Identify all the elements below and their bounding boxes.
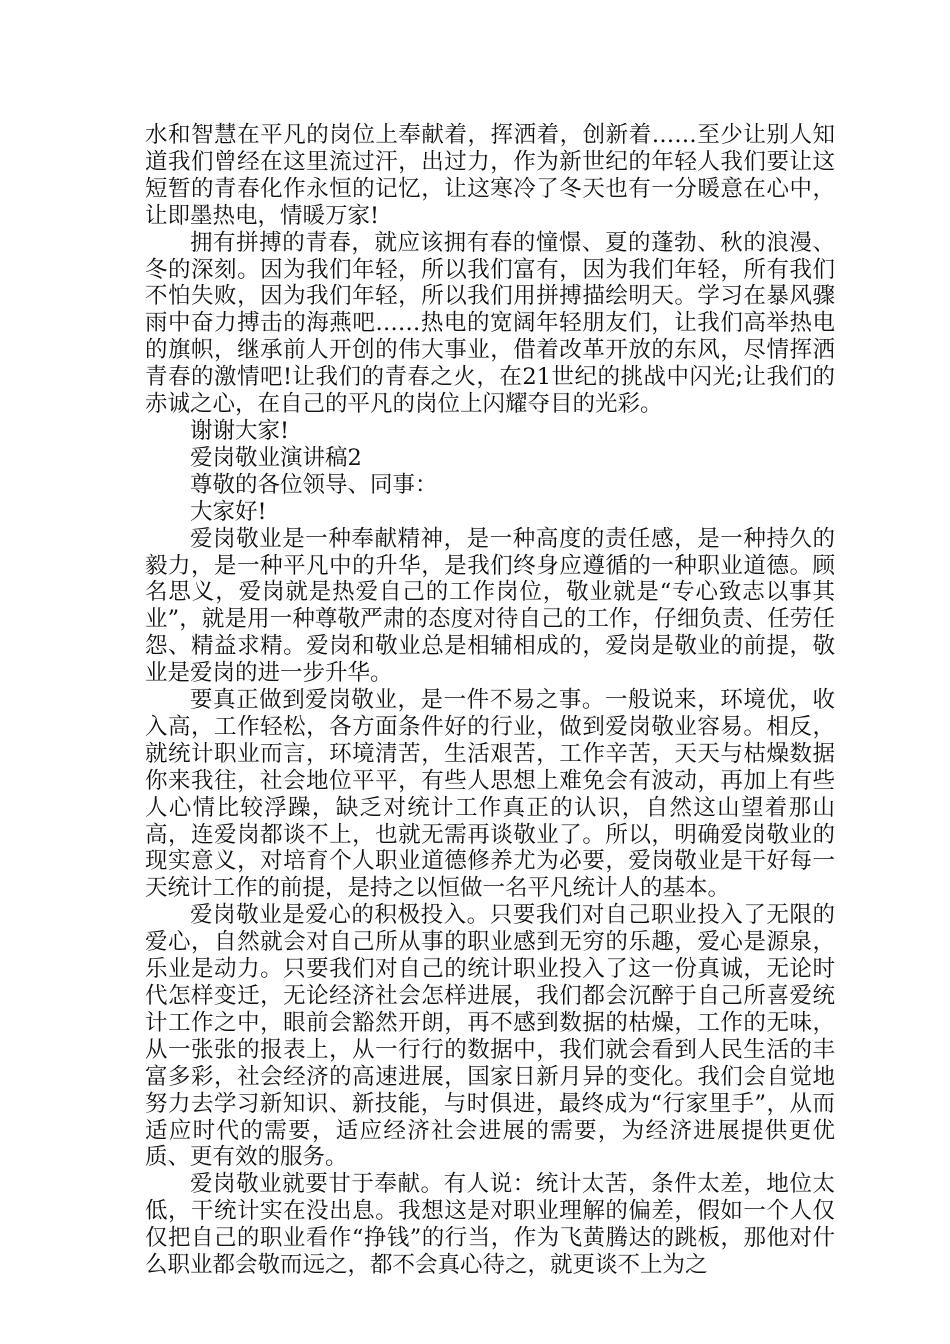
paragraph-7: 爱岗敬业是一种奉献精神，是一种高度的责任感，是一种持久的毅力，是一种平凡中的升华，是我们终身应遵循的一种职业道德。顾名思义，爱岗就是热爱自己的工作岗位，敬业就是“专心致志以事其业”，就是用一种尊敬严肃的态度对待自己的工作，仔细负责、任劳任怨、精益求精。爱岗和敬业总是相辅相成的，爱岗是敬业的前提，敬业是爱岗的进一步升华。	[145, 525, 835, 687]
salutation: 尊敬的各位领导、同事：	[190, 471, 438, 498]
paragraph-1: 水和智慧在平凡的岗位上奉献着，挥洒着，创新着……至少让别人知道我们曾经在这里流过汗，出过力，作为新世纪的年轻人我们要让这短暂的青春化作永恒的记忆，让这寒冷了冬天也有一分暖意在心中，让即墨热电，情暖万家!	[145, 122, 835, 229]
paragraph-8: 要真正做到爱岗敬业，是一件不易之事。一般说来，环境优，收入高，工作轻松，各方面条件好的行业，做到爱岗敬业容易。相反，就统计职业而言，环境清苦，生活艰苦，工作辛苦，天天与枯燥数据你来我往，社会地位平平，有些人思想上难免会有波动，再加上有些人心情比较浮躁，缺乏对统计工作真正的认识，自然这山望着那山高，连爱岗都谈不上，也就无需再谈敬业了。所以，明确爱岗敬业的现实意义，对培育个人职业道德修养尤为必要，爱岗敬业是干好每一天统计工作的前提，是持之以恒做一名平凡统计人的基本。	[145, 687, 835, 902]
section-title: 爱岗敬业演讲稿2	[190, 444, 362, 471]
paragraph-10: 爱岗敬业就要甘于奉献。有人说：统计太苦，条件太差，地位太低，干统计实在没出息。我想这是对职业理解的偏差，假如一个人仅仅把自己的职业看作“挣钱”的行当，作为飞黄腾达的跳板，那他对什么职业都会敬而远之，都不会真心待之，就更谈不上为之	[145, 1171, 835, 1279]
paragraph-2: 拥有拼搏的青春，就应该拥有春的憧憬、夏的蓬勃、秋的浪漫、冬的深刻。因为我们年轻，所以我们富有，因为我们年轻，所有我们不怕失败，因为我们年轻，所以我们用拼搏描绘明天。学习在暴风骤雨中奋力搏击的海燕吧……热电的宽阔年轻朋友们，让我们高举热电的旗帜，继承前人开创的伟大事业，借着改革开放的东风，尽情挥洒青春的激情吧!让我们的青春之火，在21世纪的挑战中闪光;让我们的赤诚之心，在自己的平凡的岗位上闪耀夺目的光彩。	[145, 229, 835, 418]
paragraph-9: 爱岗敬业是爱心的积极投入。只要我们对自己职业投入了无限的爱心，自然就会对自己所从事的职业感到无穷的乐趣，爱心是源泉，乐业是动力。只要我们对自己的统计职业投入了这一份真诚，无论时代怎样变迁，无论经济社会怎样进展，我们都会沉醉于自己所喜爱统计工作之中，眼前会豁然开朗，再不感到数据的枯燥，工作的无味，从一张张的报表上，从一行行的数据中，我们就会看到人民生活的丰富多彩，社会经济的高速进展，国家日新月异的变化。我们会自觉地努力去学习新知识、新技能，与时俱进，最终成为“行家里手”，从而适应时代的需要，适应经济社会进展的需要，为经济进展提供更优质、更有效的服务。	[145, 902, 835, 1171]
document-page	[145, 122, 835, 1279]
greeting: 大家好!	[190, 498, 267, 525]
paragraph-3: 谢谢大家!	[190, 417, 290, 444]
